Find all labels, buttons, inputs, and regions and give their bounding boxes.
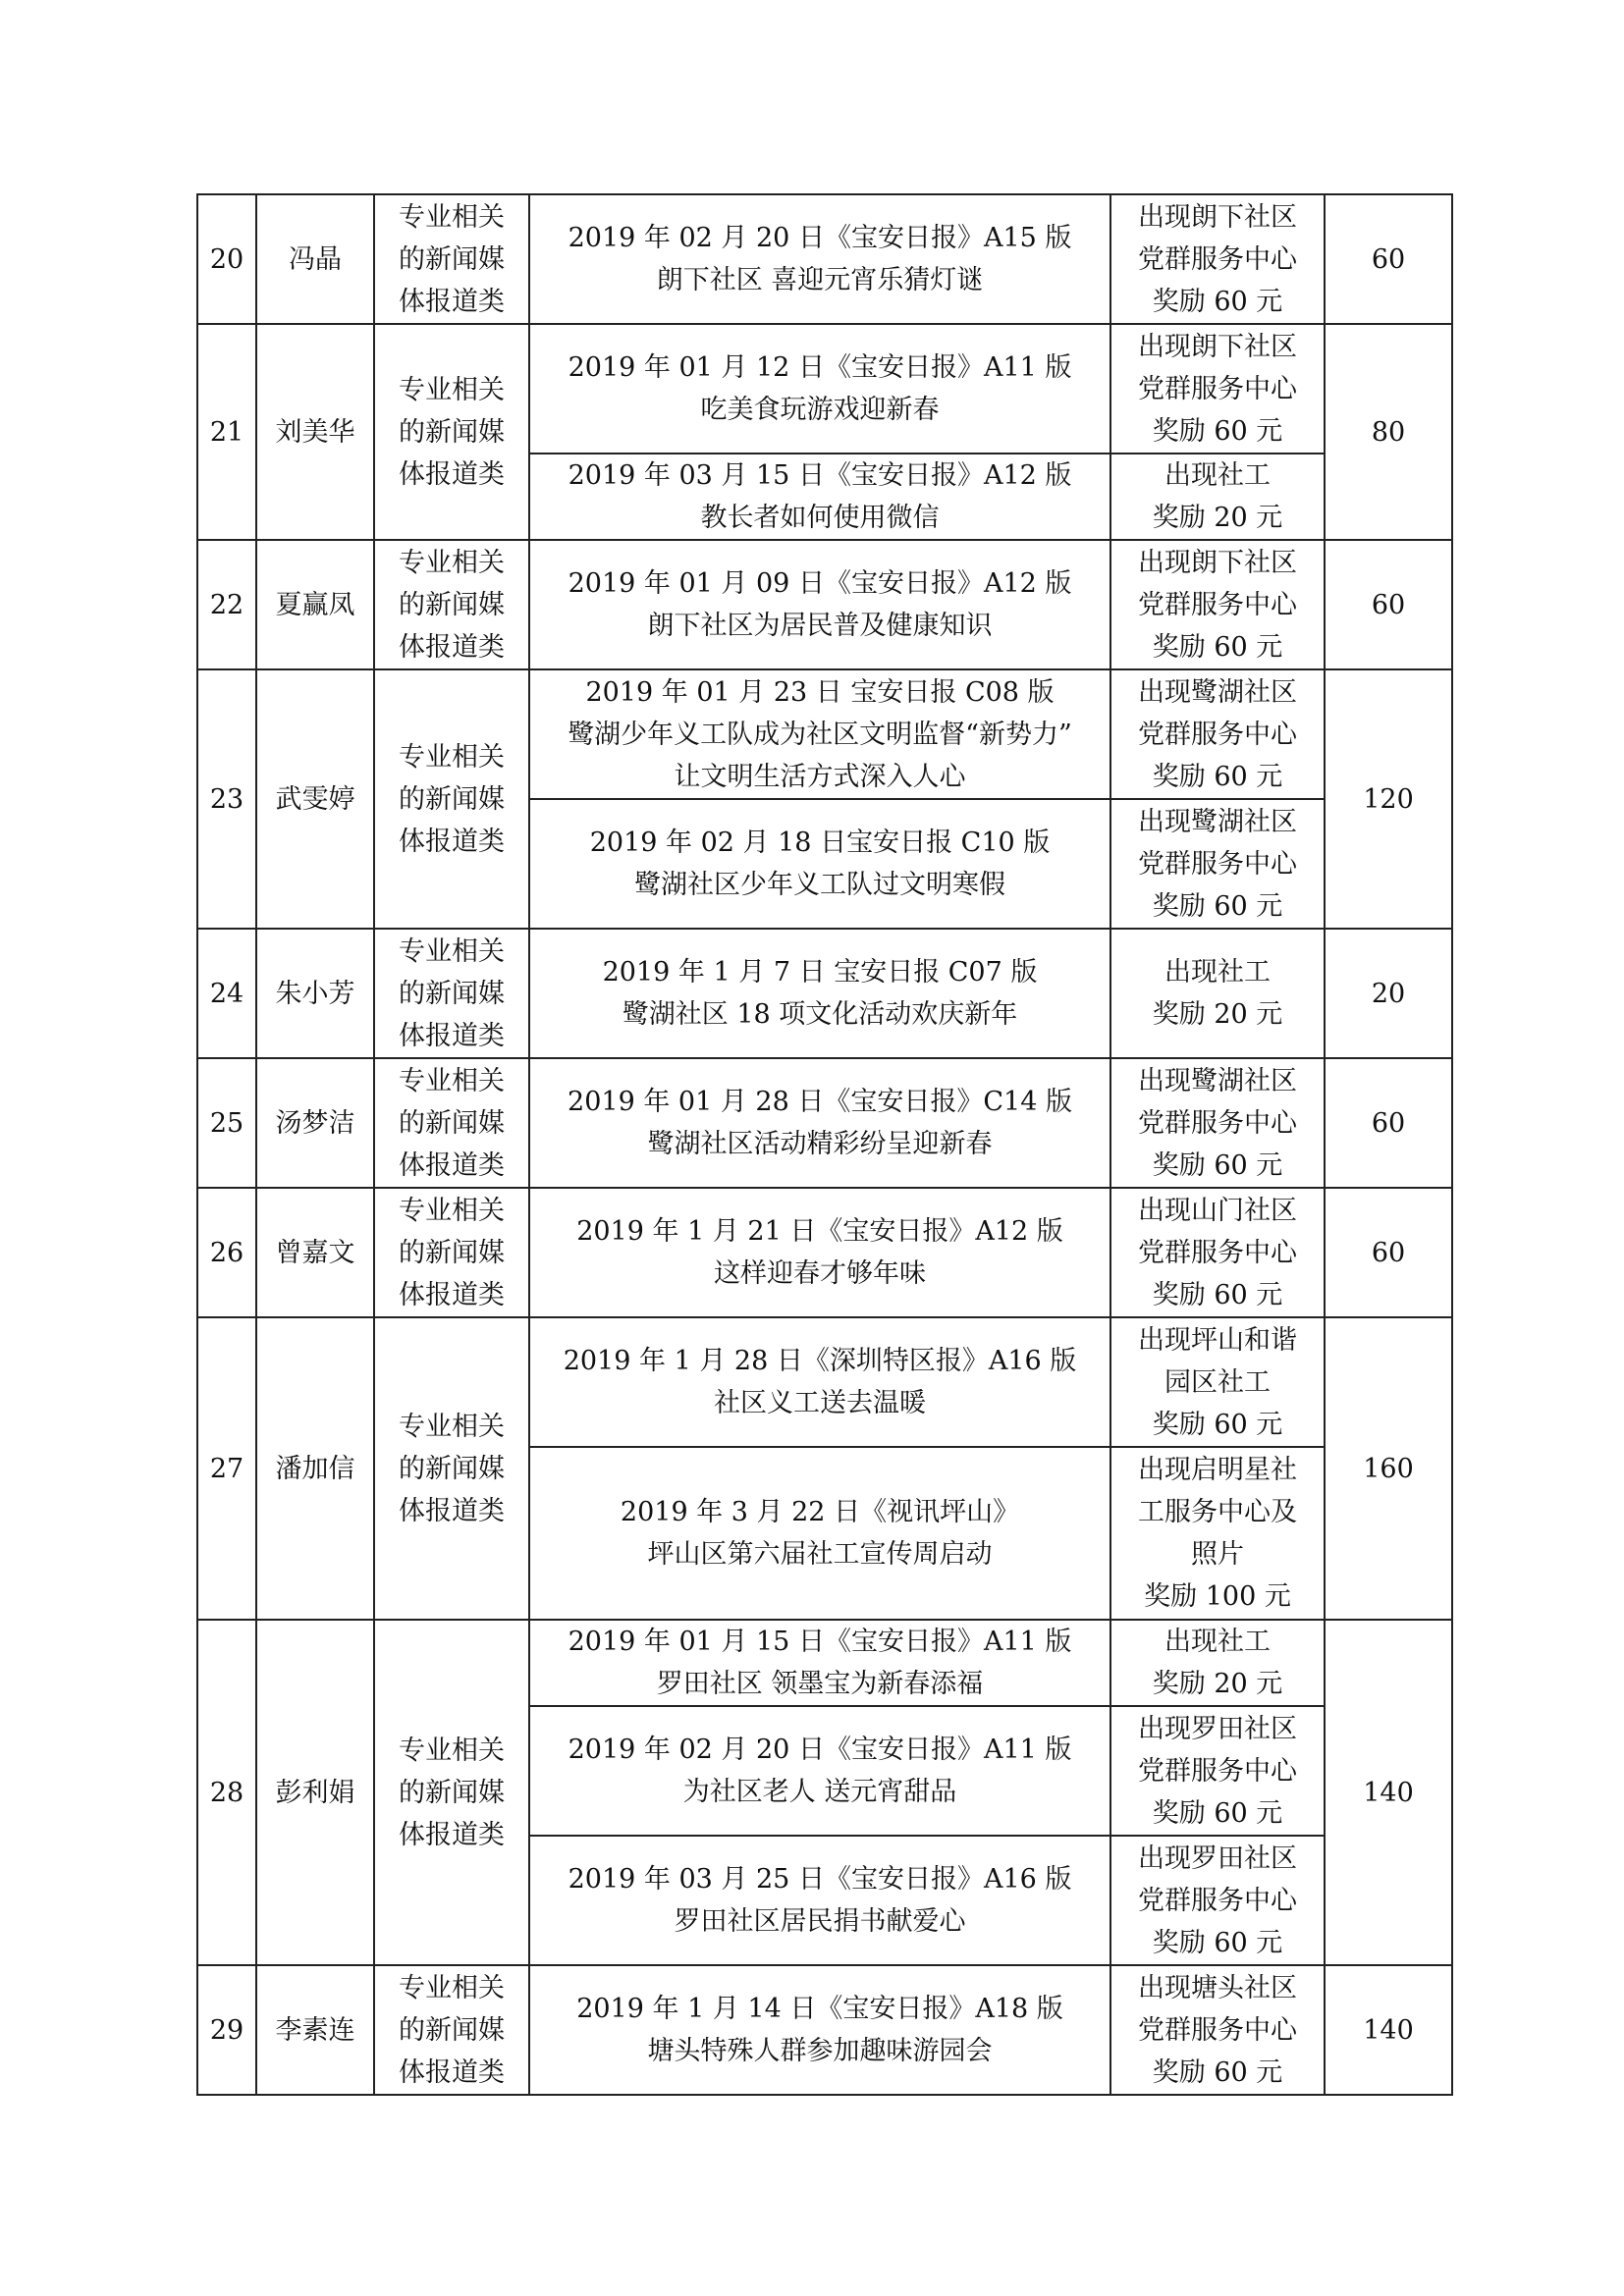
report-category xyxy=(374,194,529,324)
text-line: 党群服务中心 xyxy=(1138,719,1297,750)
text-line: 2019 年 01 月 28 日《宝安日报》C14 版 xyxy=(568,1087,1072,1117)
award-detail xyxy=(1110,324,1325,454)
text-line: 体报道类 xyxy=(399,1819,505,1850)
row-number: 28 xyxy=(197,1620,256,1965)
report-category xyxy=(374,669,529,929)
text-line: 鹭湖社区少年义工队过文明寒假 xyxy=(634,870,1005,900)
person-name: 潘加信 xyxy=(256,1317,374,1620)
person-name: 武雯婷 xyxy=(256,669,374,929)
news-report xyxy=(529,454,1110,540)
text-line: 专业相关 xyxy=(399,374,505,405)
award-detail xyxy=(1110,540,1325,669)
text-line: 2019 年 02 月 20 日《宝安日报》A11 版 xyxy=(568,1735,1072,1765)
table-row xyxy=(197,540,1452,669)
news-report xyxy=(529,540,1110,669)
text-line: 罗田社区 领墨宝为新春添福 xyxy=(656,1669,984,1699)
person-name: 李素连 xyxy=(256,1965,374,2095)
text-line: 党群服务中心 xyxy=(1138,1237,1297,1268)
person-name: 曾嘉文 xyxy=(256,1188,374,1317)
row-number: 23 xyxy=(197,669,256,929)
text-line: 的新闻媒 xyxy=(399,783,505,815)
award-total: 60 xyxy=(1325,1058,1452,1188)
report-category xyxy=(374,324,529,540)
text-line: 党群服务中心 xyxy=(1138,589,1297,620)
text-line: 2019 年 1 月 28 日《深圳特区报》A16 版 xyxy=(563,1346,1077,1376)
news-report xyxy=(529,324,1110,454)
text-line: 出现罗田社区 xyxy=(1138,1713,1297,1744)
report-category xyxy=(374,1317,529,1620)
award-detail xyxy=(1110,669,1325,799)
news-report xyxy=(529,799,1110,929)
report-category xyxy=(374,1620,529,1965)
text-line: 的新闻媒 xyxy=(399,1107,505,1139)
person-name: 刘美华 xyxy=(256,324,374,540)
news-report xyxy=(529,1188,1110,1317)
award-detail xyxy=(1110,929,1325,1058)
text-line: 教长者如何使用微信 xyxy=(700,503,940,533)
text-line: 专业相关 xyxy=(399,1972,505,2003)
news-report xyxy=(529,1706,1110,1836)
news-report xyxy=(529,1058,1110,1188)
text-line: 2019 年 1 月 7 日 宝安日报 C07 版 xyxy=(602,957,1038,988)
text-line: 体报道类 xyxy=(399,1149,505,1181)
text-line: 2019 年 01 月 12 日《宝安日报》A11 版 xyxy=(568,352,1072,383)
table-row xyxy=(197,1620,1452,1706)
award-detail xyxy=(1110,1188,1325,1317)
report-category xyxy=(374,540,529,669)
row-number: 20 xyxy=(197,194,256,324)
text-line: 2019 年 01 月 23 日 宝安日报 C08 版 xyxy=(585,676,1055,708)
text-line: 专业相关 xyxy=(399,935,505,967)
text-line: 出现鹭湖社区 xyxy=(1138,806,1297,837)
table-row xyxy=(197,1317,1452,1447)
text-line: 奖励 60 元 xyxy=(1152,415,1283,447)
text-line: 鹭湖少年义工队成为社区文明监督“新势力” xyxy=(568,719,1072,750)
text-line: 2019 年 01 月 09 日《宝安日报》A12 版 xyxy=(568,568,1072,599)
text-line: 奖励 60 元 xyxy=(1152,1797,1283,1829)
award-total: 140 xyxy=(1325,1965,1452,2095)
text-line: 的新闻媒 xyxy=(399,1237,505,1268)
award-detail xyxy=(1110,1706,1325,1836)
award-total: 60 xyxy=(1325,194,1452,324)
award-detail xyxy=(1110,799,1325,929)
text-line: 吃美食玩游戏迎新春 xyxy=(700,395,940,425)
text-line: 的新闻媒 xyxy=(399,416,505,448)
text-line: 奖励 60 元 xyxy=(1152,631,1283,663)
text-line: 出现朗下社区 xyxy=(1138,331,1297,362)
table-row xyxy=(197,929,1452,1058)
text-line: 专业相关 xyxy=(399,1411,505,1442)
text-line: 鹭湖社区活动精彩纷呈迎新春 xyxy=(647,1129,993,1159)
text-line: 的新闻媒 xyxy=(399,1453,505,1484)
award-detail xyxy=(1110,1620,1325,1706)
text-line: 党群服务中心 xyxy=(1138,373,1297,404)
text-line: 罗田社区居民捐书献爱心 xyxy=(674,1906,966,1937)
row-number: 29 xyxy=(197,1965,256,2095)
text-line: 的新闻媒 xyxy=(399,589,505,620)
award-detail xyxy=(1110,1058,1325,1188)
award-total: 20 xyxy=(1325,929,1452,1058)
row-number: 25 xyxy=(197,1058,256,1188)
award-table xyxy=(196,193,1453,2096)
text-line: 专业相关 xyxy=(399,1065,505,1096)
text-line: 奖励 100 元 xyxy=(1144,1581,1291,1612)
news-report xyxy=(529,1965,1110,2095)
text-line: 的新闻媒 xyxy=(399,1777,505,1808)
text-line: 社区义工送去温暖 xyxy=(714,1388,926,1418)
text-line: 专业相关 xyxy=(399,1195,505,1226)
award-detail xyxy=(1110,1447,1325,1620)
news-report xyxy=(529,929,1110,1058)
person-name: 夏赢凤 xyxy=(256,540,374,669)
award-total: 80 xyxy=(1325,324,1452,540)
text-line: 出现社工 xyxy=(1164,957,1271,988)
row-number: 24 xyxy=(197,929,256,1058)
text-line: 朗下社区为居民普及健康知识 xyxy=(647,611,993,641)
news-report xyxy=(529,669,1110,799)
table-row xyxy=(197,669,1452,799)
award-detail xyxy=(1110,1317,1325,1447)
award-detail xyxy=(1110,194,1325,324)
person-name: 汤梦洁 xyxy=(256,1058,374,1188)
text-line: 体报道类 xyxy=(399,826,505,857)
text-line: 的新闻媒 xyxy=(399,2014,505,2046)
text-line: 塘头特殊人群参加趣味游园会 xyxy=(647,2036,993,2066)
person-name: 彭利娟 xyxy=(256,1620,374,1965)
text-line: 奖励 60 元 xyxy=(1152,761,1283,792)
text-line: 奖励 60 元 xyxy=(1152,2056,1283,2088)
table-row xyxy=(197,194,1452,324)
award-total: 60 xyxy=(1325,540,1452,669)
text-line: 党群服务中心 xyxy=(1138,1107,1297,1139)
text-line: 出现鹭湖社区 xyxy=(1138,676,1297,708)
text-line: 出现社工 xyxy=(1164,1627,1271,1657)
report-category xyxy=(374,1965,529,2095)
text-line: 专业相关 xyxy=(399,741,505,773)
person-name: 朱小芳 xyxy=(256,929,374,1058)
award-total: 160 xyxy=(1325,1317,1452,1620)
text-line: 党群服务中心 xyxy=(1138,848,1297,880)
text-line: 2019 年 02 月 20 日《宝安日报》A15 版 xyxy=(568,223,1072,253)
text-line: 体报道类 xyxy=(399,286,505,317)
award-total: 120 xyxy=(1325,669,1452,929)
table-row xyxy=(197,1965,1452,2095)
text-line: 2019 年 03 月 15 日《宝安日报》A12 版 xyxy=(568,460,1072,491)
text-line: 园区社工 xyxy=(1164,1366,1271,1398)
text-line: 出现社工 xyxy=(1164,460,1271,491)
table-row xyxy=(197,324,1452,454)
text-line: 朗下社区 喜迎元宵乐猜灯谜 xyxy=(656,265,984,295)
text-line: 的新闻媒 xyxy=(399,243,505,275)
text-line: 党群服务中心 xyxy=(1138,1755,1297,1787)
text-line: 体报道类 xyxy=(399,458,505,490)
award-total: 60 xyxy=(1325,1188,1452,1317)
text-line: 奖励 20 元 xyxy=(1152,503,1283,533)
text-line: 的新闻媒 xyxy=(399,978,505,1009)
text-line: 2019 年 1 月 21 日《宝安日报》A12 版 xyxy=(576,1216,1063,1247)
text-line: 2019 年 03 月 25 日《宝安日报》A16 版 xyxy=(568,1864,1072,1895)
text-line: 专业相关 xyxy=(399,201,505,233)
text-line: 出现山门社区 xyxy=(1138,1195,1297,1226)
news-report xyxy=(529,1620,1110,1706)
award-detail xyxy=(1110,1836,1325,1965)
text-line: 党群服务中心 xyxy=(1138,1885,1297,1916)
row-number: 27 xyxy=(197,1317,256,1620)
text-line: 出现罗田社区 xyxy=(1138,1842,1297,1874)
award-detail xyxy=(1110,1965,1325,2095)
award-table-body xyxy=(197,194,1452,2095)
text-line: 奖励 20 元 xyxy=(1152,999,1283,1030)
text-line: 让文明生活方式深入人心 xyxy=(674,761,966,792)
text-line: 出现启明星社 xyxy=(1138,1455,1297,1485)
news-report xyxy=(529,1317,1110,1447)
text-line: 奖励 60 元 xyxy=(1152,1149,1283,1181)
text-line: 2019 年 01 月 15 日《宝安日报》A11 版 xyxy=(568,1627,1072,1657)
text-line: 出现坪山和谐 xyxy=(1138,1324,1297,1356)
text-line: 体报道类 xyxy=(399,1495,505,1526)
news-report xyxy=(529,194,1110,324)
text-line: 体报道类 xyxy=(399,1020,505,1051)
report-category xyxy=(374,929,529,1058)
text-line: 鹭湖社区 18 项文化活动欢庆新年 xyxy=(622,999,1018,1030)
report-category xyxy=(374,1058,529,1188)
award-detail xyxy=(1110,454,1325,540)
award-total: 140 xyxy=(1325,1620,1452,1965)
text-line: 2019 年 1 月 14 日《宝安日报》A18 版 xyxy=(576,1994,1063,2024)
text-line: 体报道类 xyxy=(399,631,505,663)
row-number: 21 xyxy=(197,324,256,540)
text-line: 出现塘头社区 xyxy=(1138,1972,1297,2003)
text-line: 体报道类 xyxy=(399,2056,505,2088)
text-line: 奖励 60 元 xyxy=(1152,890,1283,922)
news-report xyxy=(529,1836,1110,1965)
text-line: 奖励 60 元 xyxy=(1152,1279,1283,1310)
text-line: 专业相关 xyxy=(399,1735,505,1766)
row-number: 22 xyxy=(197,540,256,669)
text-line: 专业相关 xyxy=(399,547,505,578)
text-line: 为社区老人 送元宵甜品 xyxy=(682,1777,957,1807)
text-line: 奖励 60 元 xyxy=(1152,1409,1283,1440)
news-report xyxy=(529,1447,1110,1620)
text-line: 体报道类 xyxy=(399,1279,505,1310)
text-line: 党群服务中心 xyxy=(1138,243,1297,275)
table-row xyxy=(197,1058,1452,1188)
text-line: 2019 年 02 月 18 日宝安日报 C10 版 xyxy=(589,828,1051,858)
text-line: 出现鹭湖社区 xyxy=(1138,1065,1297,1096)
row-number: 26 xyxy=(197,1188,256,1317)
text-line: 出现朗下社区 xyxy=(1138,547,1297,578)
text-line: 照片 xyxy=(1191,1539,1244,1570)
text-line: 奖励 20 元 xyxy=(1152,1669,1283,1699)
text-line: 这样迎春才够年味 xyxy=(714,1258,926,1289)
text-line: 工服务中心及 xyxy=(1138,1497,1297,1527)
text-line: 坪山区第六届社工宣传周启动 xyxy=(647,1539,993,1570)
text-line: 党群服务中心 xyxy=(1138,2014,1297,2046)
text-line: 2019 年 3 月 22 日《视讯坪山》 xyxy=(620,1497,1020,1527)
table-row xyxy=(197,1188,1452,1317)
report-category xyxy=(374,1188,529,1317)
person-name: 冯晶 xyxy=(256,194,374,324)
text-line: 出现朗下社区 xyxy=(1138,201,1297,233)
text-line: 奖励 60 元 xyxy=(1152,286,1283,317)
text-line: 奖励 60 元 xyxy=(1152,1927,1283,1958)
